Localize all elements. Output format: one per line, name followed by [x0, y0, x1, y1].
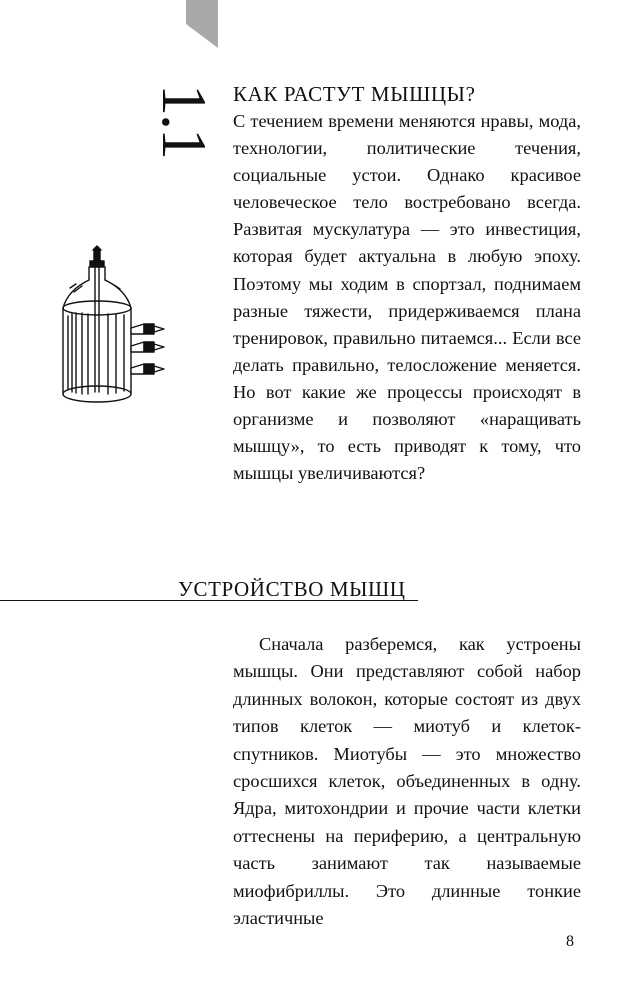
intro-paragraph: С течением времени меняются нравы, мода, технологии, политические течения, социальные устои. Однако красивое человеческое тело востребовано всегда. Развитая мускулатура — это инвестиция, которая будет актуальна в любую эпоху. Поэтому мы ходим в спортзал, поднимаем разные тяжести, придерживаемся плана тренировок, правильно питаемся... Если все делать правильно, телосложение меняется. Но вот какие же процессы происходят в организме и позволяют «наращивать мышцу», то есть приводят к тому, что мышцы увеличиваются?	[233, 111, 581, 484]
corner-tab	[186, 0, 218, 48]
chapter-number: 1.1	[149, 84, 220, 158]
body-paragraph: Сначала разберемся, как устроены мышцы. Они представляют собой набор длинных волокон, которые состоят из двух типов клеток — миотуб и клеток-спутников. Миотубы — это множество сросшихся клеток, объединенных в одну. Ядра, митохондрии и прочие части клетки оттеснены на периферию, а центральную часть занимают так называемые миофибриллы. Это длинные тонкие эластичные	[233, 634, 581, 929]
section-divider	[0, 600, 418, 601]
section-title: УСТРОЙСТВО МЫШЦ	[178, 577, 406, 601]
glass-bottle-apparatus-icon	[56, 244, 168, 414]
page-number: 8	[566, 933, 574, 950]
chapter-title: КАК РАСТУТ МЫШЦЫ?	[233, 82, 476, 106]
